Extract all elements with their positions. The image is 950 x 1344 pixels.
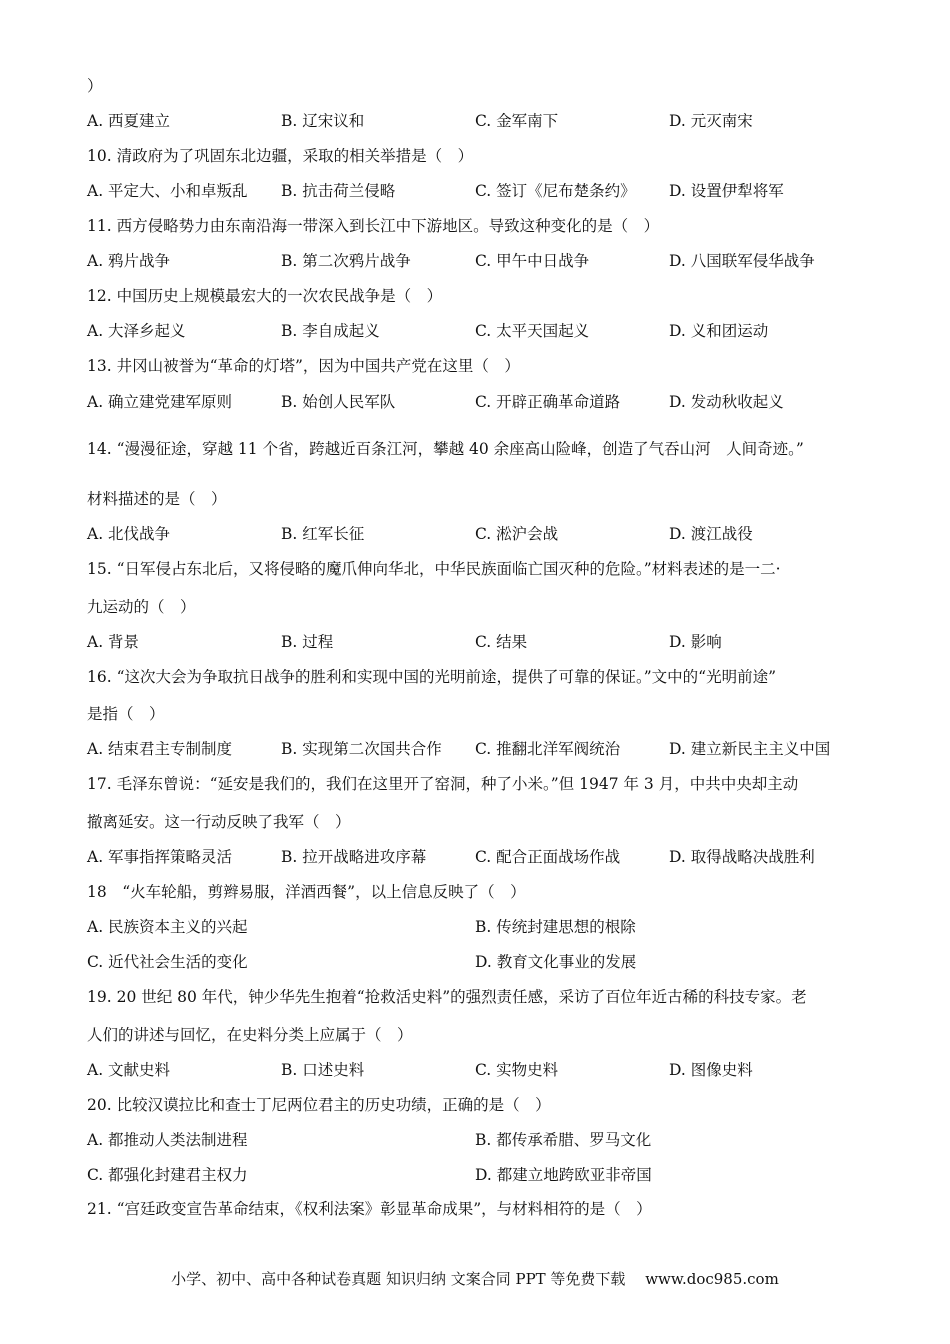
question-17-line-2: 撤离延安。这一行动反映了我军（ ） [87, 813, 351, 831]
q20-option-a: A. 都推动人类法制进程 [87, 1131, 248, 1149]
q12-option-c: C. 太平天国起义 [475, 322, 590, 340]
q13-option-b: B. 始创人民军队 [281, 393, 396, 411]
q14-option-a: A. 北伐战争 [87, 525, 171, 543]
question-19-line-1: 19. 20 世纪 80 年代，钟少华先生抱着“抢救活史料”的强烈责任感，采访了百位年近古稀的科技专家。老 [87, 988, 807, 1006]
question-9-tail: ） [87, 77, 103, 95]
q12-option-d: D. 义和团运动 [669, 322, 769, 340]
question-13: 13. 井冈山被誉为“革命的灯塔”，因为中国共产党在这里（ ） [87, 357, 520, 375]
q13-option-d: D. 发动秋收起义 [669, 393, 784, 411]
q9-option-d: D. 元灭南宋 [669, 112, 753, 130]
q10-option-b: B. 抗击荷兰侵略 [281, 182, 396, 200]
q15-option-d: D. 影响 [669, 633, 722, 651]
q11-option-c: C. 甲午中日战争 [475, 252, 590, 270]
question-16-line-1: 16. “这次大会为争取抗日战争的胜利和实现中国的光明前途，提供了可靠的保证。”文中的“光明前途” [87, 668, 777, 686]
q11-option-b: B. 第二次鸦片战争 [281, 252, 411, 270]
question-21: 21. “宫廷政变宣告革命结束，《权利法案》彰显革命成果”，与材料相符的是（ ） [87, 1200, 652, 1218]
q10-option-a: A. 平定大、小和卓叛乱 [87, 182, 248, 200]
q18-option-a: A. 民族资本主义的兴起 [87, 918, 248, 936]
q10-option-c: C. 签订《尼布楚条约》 [475, 182, 636, 200]
q13-option-a: A. 确立建党建军原则 [87, 393, 233, 411]
page-footer: 小学、初中、高中各种试卷真题 知识归纳 文案合同 PPT 等免费下载 www.doc985.com [171, 1270, 779, 1288]
q15-option-b: B. 过程 [281, 633, 334, 651]
q9-option-b: B. 辽宋议和 [281, 112, 365, 130]
q10-option-d: D. 设置伊犁将军 [669, 182, 784, 200]
q17-option-a: A. 军事指挥策略灵活 [87, 848, 233, 866]
question-20: 20. 比较汉谟拉比和查士丁尼两位君主的历史功绩，正确的是（ ） [87, 1096, 551, 1114]
q20-option-d: D. 都建立地跨欧亚非帝国 [475, 1166, 652, 1184]
question-14-line-2: 材料描述的是（ ） [87, 490, 227, 508]
q17-option-b: B. 拉开战略进攻序幕 [281, 848, 427, 866]
question-14-line-1: 14. “漫漫征途，穿越 11 个省，跨越近百条江河，攀越 40 余座高山险峰，创造了气吞山河 人间奇迹。” [87, 440, 804, 458]
q12-option-b: B. 李自成起义 [281, 322, 380, 340]
q19-option-b: B. 口述史料 [281, 1061, 365, 1079]
q9-option-a: A. 西夏建立 [87, 112, 171, 130]
q20-option-b: B. 都传承希腊、罗马文化 [475, 1131, 652, 1149]
question-11: 11. 西方侵略势力由东南沿海一带深入到长江中下游地区。导致这种变化的是（ ） [87, 217, 660, 235]
q18-option-b: B. 传统封建思想的根除 [475, 918, 636, 936]
q15-option-a: A. 背景 [87, 633, 140, 651]
q19-option-a: A. 文献史料 [87, 1061, 171, 1079]
q9-option-c: C. 金军南下 [475, 112, 559, 130]
q14-option-d: D. 渡江战役 [669, 525, 753, 543]
q18-option-c: C. 近代社会生活的变化 [87, 953, 248, 971]
q16-option-b: B. 实现第二次国共合作 [281, 740, 442, 758]
q14-option-b: B. 红军长征 [281, 525, 365, 543]
q16-option-a: A. 结束君主专制制度 [87, 740, 233, 758]
question-15-line-2: 九运动的（ ） [87, 598, 196, 616]
question-12: 12. 中国历史上规模最宏大的一次农民战争是（ ） [87, 287, 443, 305]
q18-option-d: D. 教育文化事业的发展 [475, 953, 637, 971]
q20-option-c: C. 都强化封建君主权力 [87, 1166, 248, 1184]
q12-option-a: A. 大泽乡起义 [87, 322, 186, 340]
q13-option-c: C. 开辟正确革命道路 [475, 393, 621, 411]
q19-option-d: D. 图像史料 [669, 1061, 753, 1079]
q11-option-d: D. 八国联军侵华战争 [669, 252, 815, 270]
q16-option-d: D. 建立新民主主义中国 [669, 740, 831, 758]
q15-option-c: C. 结果 [475, 633, 528, 651]
question-15-line-1: 15. “日军侵占东北后，又将侵略的魔爪伸向华北，中华民族面临亡国灭种的危险。”材料表述的是一二· [87, 560, 781, 578]
question-18: 18 “火车轮船，剪辫易服，洋酒西餐”，以上信息反映了（ ） [87, 883, 526, 901]
q17-option-c: C. 配合正面战场作战 [475, 848, 621, 866]
question-16-line-2: 是指（ ） [87, 705, 165, 723]
q19-option-c: C. 实物史料 [475, 1061, 559, 1079]
question-17-line-1: 17. 毛泽东曾说：“延安是我们的，我们在这里开了窑洞，种了小米。”但 1947 年 3 月，中共中央却主动 [87, 775, 799, 793]
q14-option-c: C. 淞沪会战 [475, 525, 559, 543]
q17-option-d: D. 取得战略决战胜利 [669, 848, 815, 866]
q11-option-a: A. 鸦片战争 [87, 252, 171, 270]
question-10: 10. 清政府为了巩固东北边疆，采取的相关举措是（ ） [87, 147, 474, 165]
q16-option-c: C. 推翻北洋军阀统治 [475, 740, 621, 758]
question-19-line-2: 人们的讲述与回忆，在史料分类上应属于（ ） [87, 1026, 413, 1044]
